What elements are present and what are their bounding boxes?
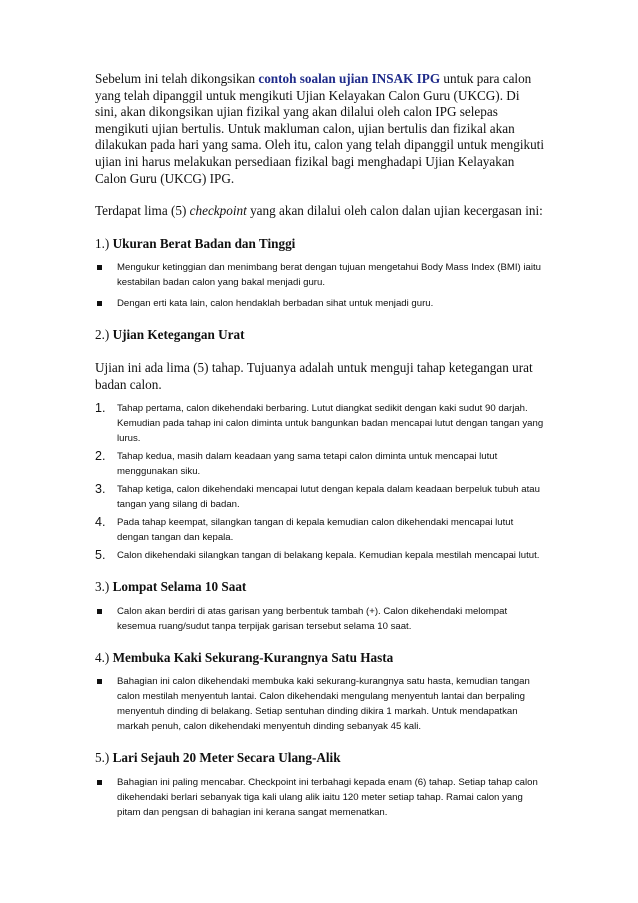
section-2-paragraph: Ujian ini ada lima (5) tahap. Tujuanya adalah untuk menguji tahap ketegangan urat badan calon. [95,359,533,392]
list-item [95,296,545,311]
list-item-text: Tahap kedua, masih dalam keadaan yang sama tetapi calon diminta untuk mencapai lutut menggunakan siku. [117,451,498,478]
section-heading-3 [95,579,545,596]
section-2-steps [95,401,545,563]
list-item-text: Bahagian ini calon dikehendaki membuka kaki sekurang-kurangnya satu hasta, kemudian tangan calon mestilah menyentuh lantai. Calon dikehendaki mengulang menyentuh lantai dan berpaling menyentuh dinding di belakang. Setiap sentuhan dinding dikira 1 markah. Untuk mendapatkan markah penuh, calon dikehendaki menyentuh dinding sebanyak 45 kali. [117,676,530,733]
checkpoint-text-after: yang akan dilalui oleh calon dalan ujian kecergasan ini: [246,203,543,219]
section-title: Ukuran Berat Badan dan Tinggi [112,235,296,251]
intro-text-after: untuk para calon yang telah dipanggil untuk mengikuti Ujian Kelayakan Calon Guru (UKCG). Di sini, akan dikongsikan ujian fizikal yang akan dilalui oleh calon IPG selepas mengikuti ujian bertulis. Untuk makluman calon, ujian bertulis dan fizikal akan dilakukan pada hari yang sama. Oleh itu, calon yang telah dipanggil untuk mengikuti ujian ini harus melakukan persediaan fizikal bagi menghadapi Ujian Kelayakan Calon Guru (UKCG) IPG. [95,71,544,186]
list-item-text: Calon dikehendaki silangkan tangan di belakang kepala. Kemudian kepala mestilah mencapai lutut. [117,550,540,562]
step-number: 5. [95,548,106,563]
list-item-text: Pada tahap keempat, silangkan tangan di kepala kemudian calon dikehendaki mencapai lutut dengan tangan dan kepala. [117,517,514,544]
checkpoint-text-before: Terdapat lima (5) [95,203,190,219]
section-title: Lari Sejauh 20 Meter Secara Ulang-Alik [112,750,341,766]
step-number: 2. [95,449,106,464]
list-item-text: Bahagian ini paling mencabar. Checkpoint ini terbahagi kepada enam (6) tahap. Setiap tahap calon dikehendaki berlari sebanyak tiga kali ulang alik iaitu 120 meter setiap tahap. Ramai calon yang pitam dan pengsan di bahagian ini kerana sangat memenatkan. [117,776,538,818]
list-item-text: Tahap ketiga, calon dikehendaki mencapai lutut dengan kepala dalam keadaan berpeluk tubuh atau tangan yang silang di badan. [117,484,540,511]
section-5-bullets [95,775,545,820]
section-heading-5 [95,750,545,767]
square-bullet-icon [97,609,102,614]
section-number: 2.) [95,327,110,343]
document-page [95,71,545,820]
list-item-text: Mengukur ketinggian dan menimbang berat dengan tujuan mengetahui Body Mass Index (BMI) iaitu kestabilan badan calon yang bakal menjadi guru. [117,262,541,289]
list-item [95,775,545,820]
list-item [95,548,545,563]
square-bullet-icon [97,265,102,270]
list-item [95,674,545,734]
step-number: 1. [95,401,106,416]
list-item [95,449,545,479]
list-item-text: Calon akan berdiri di atas garisan yang berbentuk tambah (+). Calon dikehendaki melompat kesemua ruang/sudut tanpa terpijak garisan tersebut selama 10 saat. [117,605,508,632]
checkpoint-italic: checkpoint [189,203,247,219]
list-item [95,515,545,545]
list-item [95,604,545,634]
checkpoint-intro [95,203,545,220]
square-bullet-icon [97,301,102,306]
section-number: 3.) [95,579,110,595]
intro-paragraph [95,71,545,187]
square-bullet-icon [97,679,102,684]
list-item [95,482,545,512]
list-item [95,260,545,290]
square-bullet-icon [97,780,102,785]
section-4-bullets [95,674,545,734]
step-number: 3. [95,482,106,497]
section-number: 4.) [95,649,110,665]
section-title: Lompat Selama 10 Saat [112,579,247,595]
list-item-text: Tahap pertama, calon dikehendaki berbaring. Lutut diangkat sedikit dengan kaki sudut 90 darjah. Kemudian pada tahap ini calon diminta untuk bangunkan badan mencapai lutut dengan tangan yang lurus. [117,403,544,445]
section-title: Ujian Ketegangan Urat [112,327,245,343]
section-3-bullets [95,604,545,634]
section-number: 5.) [95,750,110,766]
intro-link[interactable]: contoh soalan ujian INSAK IPG [258,71,441,86]
step-number: 4. [95,515,106,530]
section-title: Membuka Kaki Sekurang-Kurangnya Satu Hasta [112,649,394,665]
list-item-text: Dengan erti kata lain, calon hendaklah berbadan sihat untuk menjadi guru. [117,298,434,310]
section-heading-4 [95,650,545,667]
list-item [95,401,545,446]
section-1-bullets [95,260,545,311]
intro-text-before: Sebelum ini telah dikongsikan [95,71,259,86]
section-heading-1 [95,236,545,253]
section-heading-2 [95,327,545,344]
section-number: 1.) [95,235,110,251]
